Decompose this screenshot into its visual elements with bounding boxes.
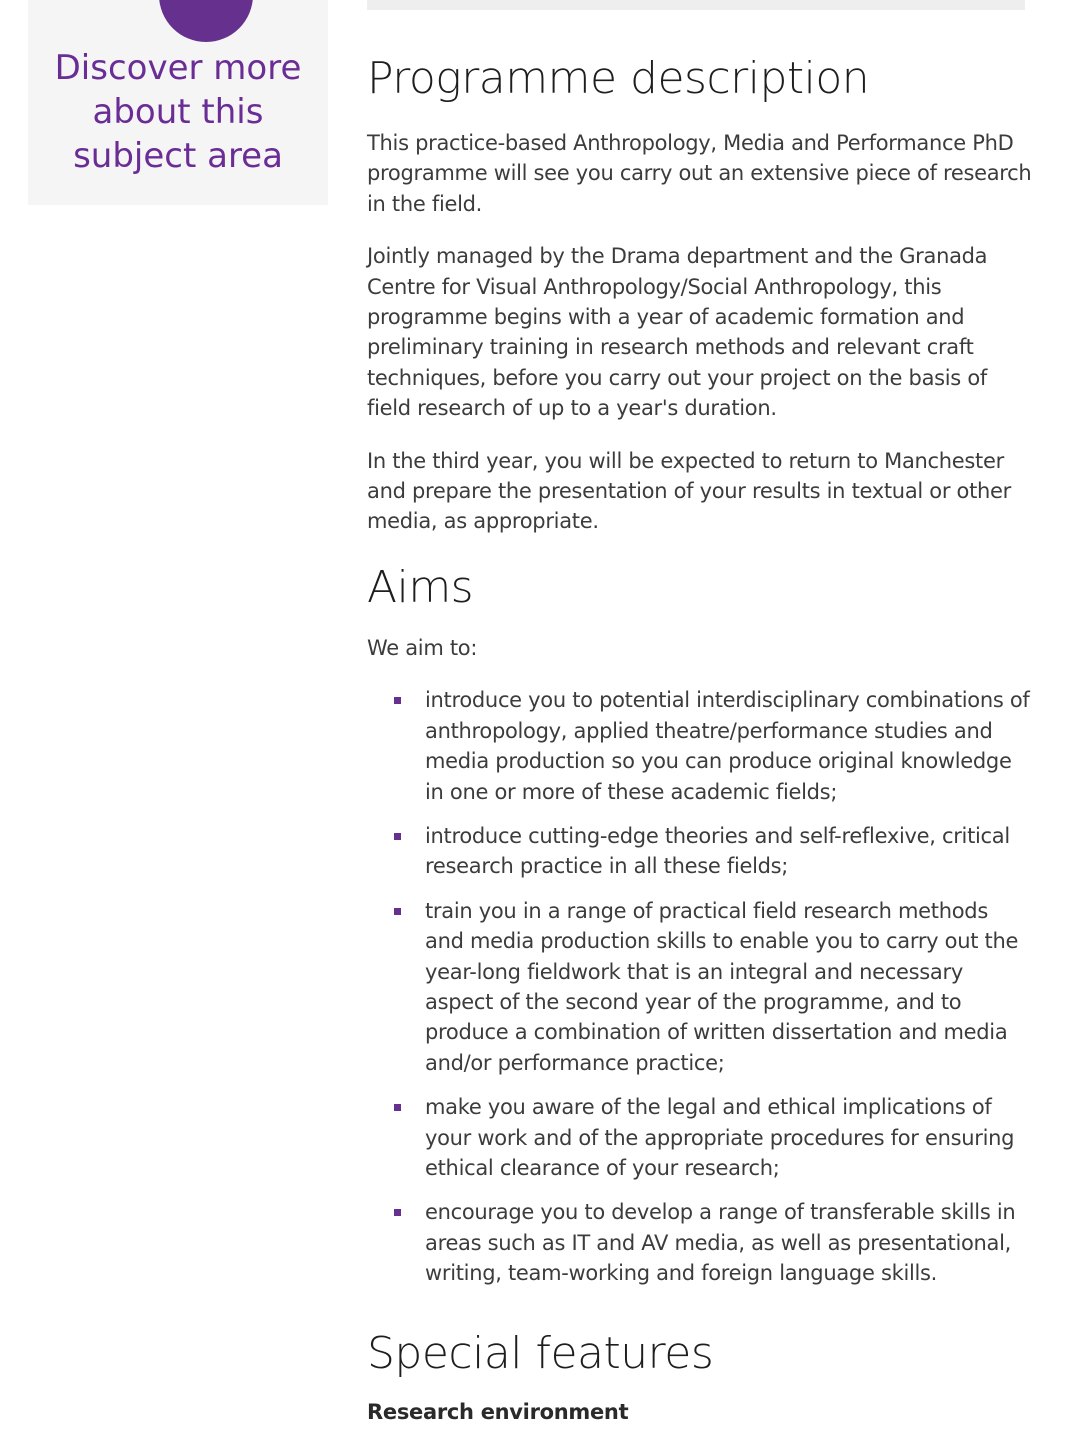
bullet-icon [394,908,401,915]
main-content [367,52,1032,1427]
special-features-heading: Special features [367,1327,714,1379]
bullet-icon [394,697,401,704]
bullet-icon [394,833,401,840]
discover-more-link[interactable]: Discover more about this subject area [54,48,302,176]
research-environment-subheading: Research environment [367,1399,629,1424]
list-item: encourage you to develop a range of transferable skills in areas such as IT and AV media, as well as presentational, writing, team-working and foreign language skills. [367,1197,1032,1288]
list-item: make you aware of the legal and ethical implications of your work and of the appropriate procedures for ensuring ethical clearance of your research; [367,1092,1032,1183]
top-divider-bar [367,0,1025,10]
list-item: train you in a range of practical field research methods and media production skills to enable you to carry out the year-long fieldwork that is an integral and necessary aspect of the second year of the programme, and to produce a combination of written dissertation and media and/or performance practice; [367,896,1032,1078]
bullet-icon [394,1209,401,1216]
list-item: introduce cutting-edge theories and self-reflexive, critical research practice in all these fields; [367,821,1032,882]
programme-description-heading: Programme description [367,53,870,104]
description-paragraph-3: In the third year, you will be expected to return to Manchester and prepare the presentation of your results in textual or other media, as appropriate. [367,448,1012,534]
description-paragraph-1: This practice-based Anthropology, Media and Performance PhD programme will see you carry out an extensive piece of research in the field. [367,131,1032,216]
bullet-icon [394,1104,401,1111]
aims-intro: We aim to: [367,635,478,660]
aims-heading: Aims [367,561,474,613]
aims-list [367,685,1032,1288]
subject-area-card[interactable] [28,0,328,205]
description-paragraph-2: Jointly managed by the Drama department and the Granada Centre for Visual Anthropology/Social Anthropology, this programme begins with a year of academic formation and preliminary training in research methods and relevant craft techniques, before you carry out your project on the basis of field research of up to a year's duration. [367,244,988,421]
list-item: introduce you to potential interdisciplinary combinations of anthropology, applied theatre/performance studies and media production so you can produce original knowledge in one or more of these academic fields; [367,685,1032,807]
plus-icon[interactable] [159,0,253,42]
